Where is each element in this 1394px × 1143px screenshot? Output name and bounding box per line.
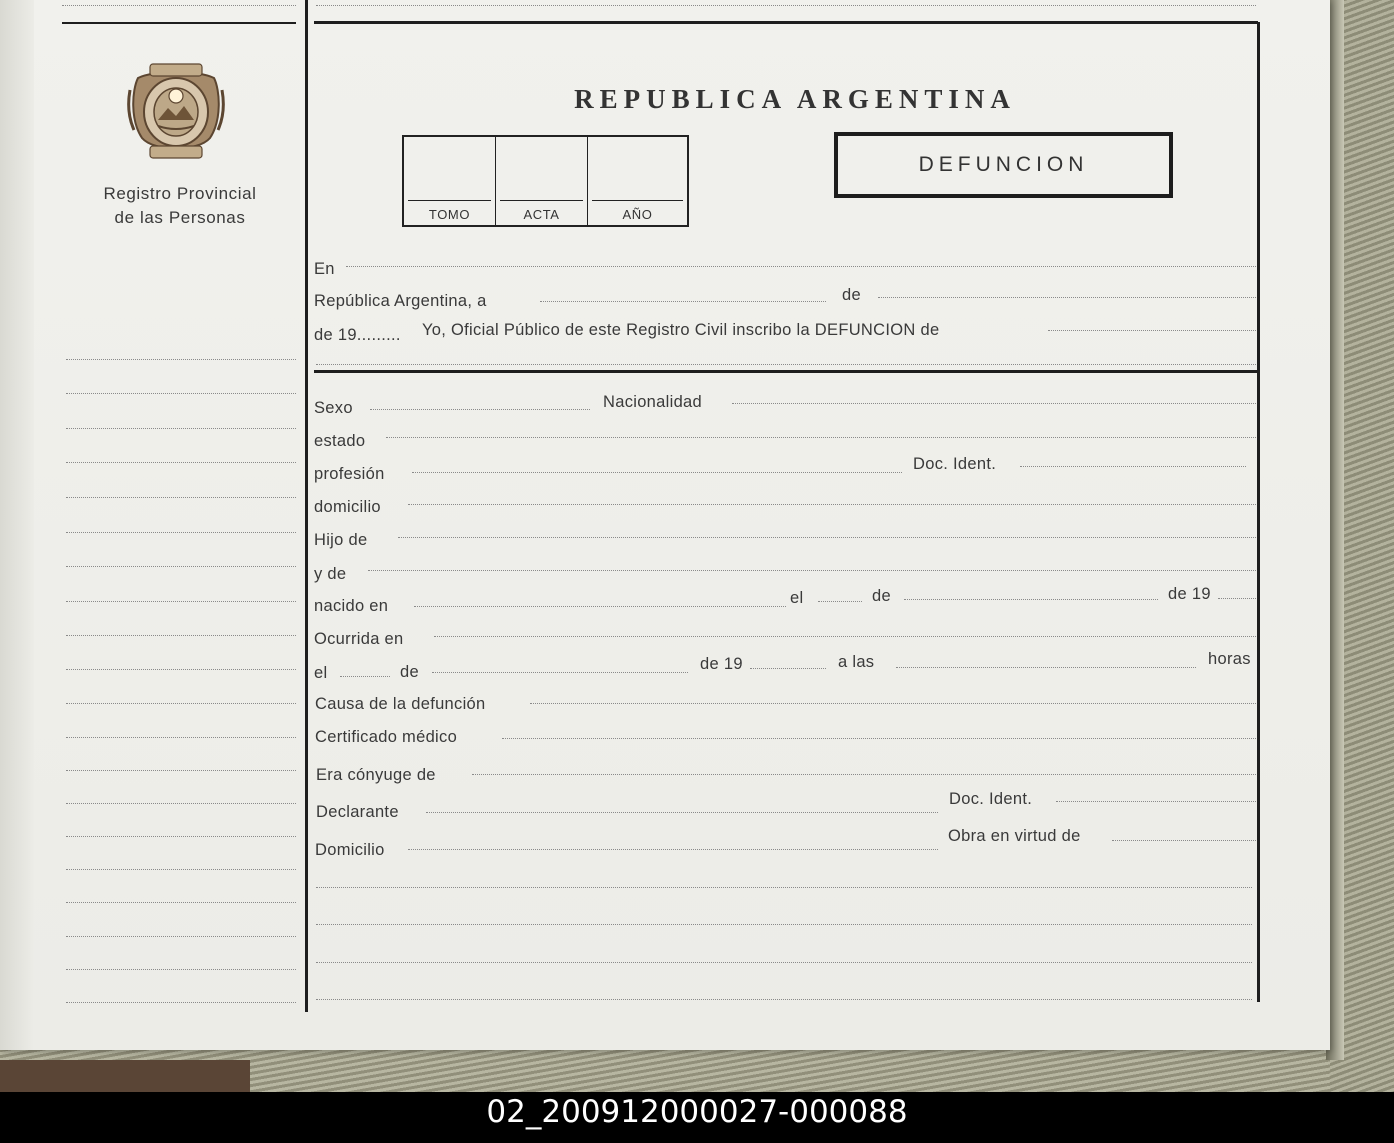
horas-label: horas [1208,650,1251,668]
death-year-field[interactable] [750,668,826,669]
estado-label: estado [314,432,366,450]
deceased-name-field[interactable] [1048,330,1256,331]
tomo-line [408,200,491,201]
estado-field[interactable] [386,437,1256,438]
year-label: de 19......... [314,326,401,344]
tomo-cell[interactable] [404,137,496,225]
act-type-label: DEFUNCION [918,153,1089,176]
republica-label: República Argentina, a [314,292,487,310]
doc-ident-field[interactable] [1020,466,1246,467]
birth-month-field[interactable] [904,599,1158,600]
column-divider [305,0,308,1012]
margin-note-line [66,836,296,837]
de-label: de [842,286,861,304]
obra-label: Obra en virtud de [948,827,1081,845]
date-month-field[interactable] [878,297,1256,298]
margin-note-line [66,703,296,704]
margin-note-line [66,532,296,533]
margin-note-line [66,969,296,970]
registry-line-2: de las Personas [114,208,246,227]
doc-ident-2-label: Doc. Ident. [949,790,1033,808]
en-label: En [314,260,335,278]
domicilio-declarante-label: Domicilio [315,841,385,859]
nacido-en-label: nacido en [314,597,389,615]
causa-label: Causa de la defunción [315,695,486,713]
acta-line [500,200,583,201]
top-dotted-line [62,5,296,6]
notes-line[interactable] [316,962,1252,963]
page-gutter [0,0,34,1050]
nacionalidad-label: Nacionalidad [603,393,702,411]
hijo-de-label: Hijo de [314,531,368,549]
margin-note-line [66,770,296,771]
birth-day-field[interactable] [818,601,862,602]
margin-note-line [66,936,296,937]
spouse-field[interactable] [472,774,1256,775]
a-las-label: a las [838,653,875,671]
death-day-field[interactable] [340,676,390,677]
death-month-field[interactable] [432,672,688,673]
mother-field[interactable] [368,570,1256,571]
en-field[interactable] [346,266,1256,267]
father-field[interactable] [398,537,1256,538]
act-type-box [834,132,1173,198]
ocurrida-en-label: Ocurrida en [314,630,404,648]
death-place-field[interactable] [434,636,1256,637]
doc-ident-label: Doc. Ident. [913,455,997,473]
margin-note-line [66,566,296,567]
anio-label: AÑO [622,207,653,222]
declarant-id-field[interactable] [1056,801,1256,802]
tomo-label: TOMO [428,207,471,222]
birthplace-field[interactable] [414,606,786,607]
section-rule [314,370,1258,373]
statement-text: Yo, Oficial Público de este Registro Civil inscribo la DEFUNCION de [422,321,940,339]
domicilio-label: domicilio [314,498,381,516]
reference-box [402,135,689,227]
acta-cell[interactable] [496,137,588,225]
notes-line[interactable] [316,924,1252,925]
y-de-label: y de [314,565,347,583]
registry-name [70,182,290,230]
conyuge-label: Era cónyuge de [316,766,436,784]
declarante-label: Declarante [316,803,399,821]
margin-note-line [66,601,296,602]
nacionalidad-field[interactable] [732,403,1256,404]
sexo-field[interactable] [370,409,590,410]
margin-note-line [66,902,296,903]
anio-line [592,200,683,201]
declarant-field[interactable] [426,812,938,813]
birth-year-field[interactable] [1218,598,1256,599]
acta-label: ACTA [523,207,560,222]
certificado-label: Certificado médico [315,728,458,746]
margin-note-line [66,737,296,738]
el-label: el [790,589,804,607]
profesion-label: profesión [314,465,385,483]
cause-field[interactable] [530,703,1256,704]
image-caption: 02_200912000027-000088 [486,1094,908,1130]
margin-note-line [66,393,296,394]
margin-note-line [66,428,296,429]
anio-cell[interactable] [588,137,687,225]
death-time-field[interactable] [896,667,1196,668]
profesion-field[interactable] [412,472,902,473]
margin-note-line [66,869,296,870]
country-title: REPUBLICA ARGENTINA [574,84,1016,114]
notes-line[interactable] [316,887,1252,888]
declarant-address-field[interactable] [408,849,938,850]
el-death-label: el [314,664,328,682]
top-dotted-line [316,5,1256,6]
margin-note-line [66,635,296,636]
coat-of-arms-icon [124,60,228,162]
notes-line[interactable] [316,999,1252,1000]
header-rule-right [314,21,1258,24]
margin-note-line [66,497,296,498]
de-death-label: de [400,663,419,681]
deceased-name-field-2[interactable] [316,364,1256,365]
margin-note-line [66,803,296,804]
margin-note-line [66,359,296,360]
birth-year-label: de 19 [1168,585,1211,603]
certificate-field[interactable] [502,738,1256,739]
margin-note-line [66,669,296,670]
date-day-field[interactable] [540,301,826,302]
domicilio-field[interactable] [408,504,1256,505]
death-year-label: de 19 [700,655,743,673]
sexo-label: Sexo [314,399,353,417]
margin-note-line [66,1002,296,1003]
de-birth-label: de [872,587,891,605]
table-surface [0,1060,250,1092]
registry-line-1: Registro Provincial [103,184,257,203]
header-rule-left [62,22,296,24]
right-border [1257,22,1260,1002]
margin-note-line [66,462,296,463]
obra-field[interactable] [1112,840,1256,841]
